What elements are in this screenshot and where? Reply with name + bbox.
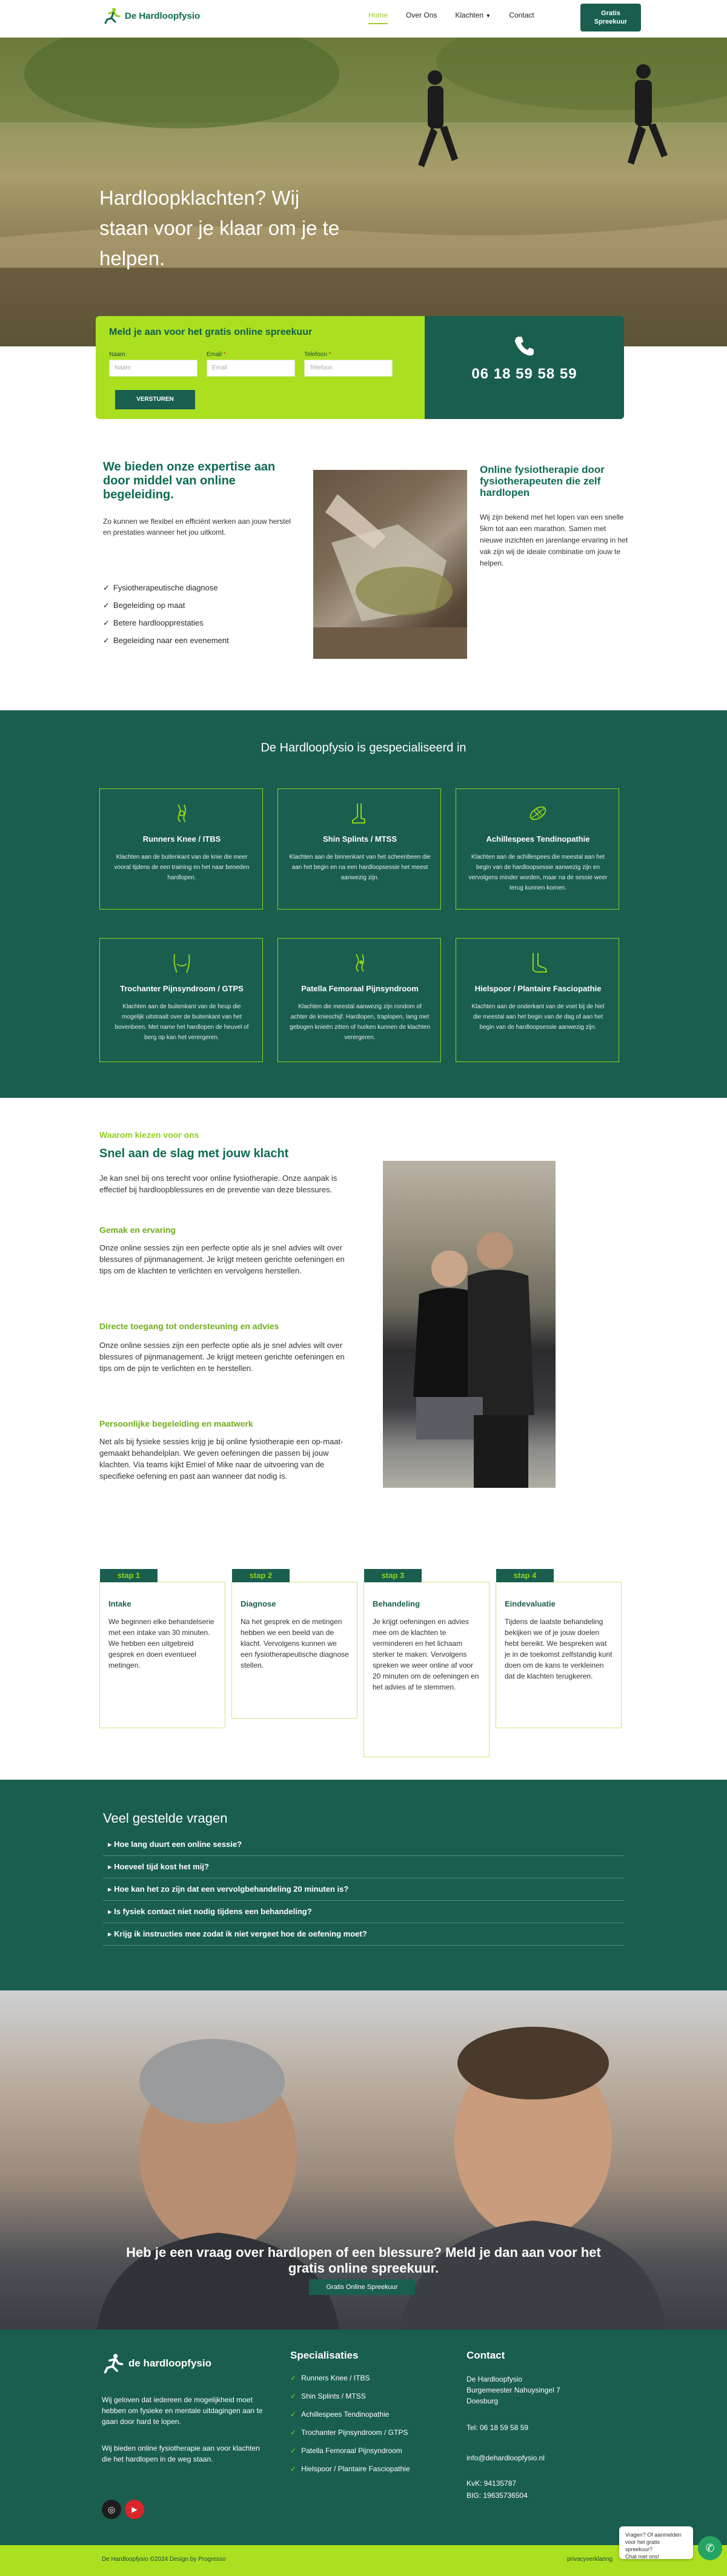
card-text: Klachten aan de buitenkant van de knie die meer vooral tijdens de een training en het naar beneden hardlopen. [114, 854, 250, 881]
therapists-photo [383, 1161, 556, 1488]
specialties-title: De Hardloopfysio is gespecialiseerd in [261, 741, 466, 755]
phone-input[interactable]: Telefoon [304, 360, 393, 377]
card-title: Achillespees Tendinopathie [486, 834, 590, 844]
specialty-card [277, 788, 441, 910]
leg-icon [349, 802, 371, 824]
why-heading: Directe toegang tot ondersteuning en advies [99, 1321, 279, 1331]
therapists-illustration [383, 1161, 556, 1488]
card-title: Shin Splints / MTSS [322, 834, 397, 844]
footer-logo[interactable] [102, 2353, 211, 2374]
card-text: Klachten aan de binnenkant van het scheenbeen die aan het begin en na een hardloopsessie het meest aanwezig zijn. [289, 854, 431, 881]
youtube-icon[interactable]: ▶ [125, 2500, 144, 2519]
email-label [207, 351, 226, 358]
faq-item[interactable] [103, 1901, 624, 1923]
step-card [99, 1571, 225, 1728]
therapists-portrait-photo [0, 1990, 727, 2330]
chat-line: Vragen? Of aanmelden [625, 2532, 682, 2538]
main-nav [368, 11, 534, 24]
footer-spec-list [290, 2369, 448, 2478]
footer-spec-item[interactable]: ✓ Trochanter Pijnsyndroom / GTPS [290, 2423, 448, 2442]
phone-number: 06 18 59 58 59 [471, 366, 577, 382]
required-mark: * [328, 351, 331, 358]
step-card [231, 1571, 357, 1719]
why-intro: Je kan snel bij ons terecht voor online fysiotherapie. Onze aanpak is effectief bij hardloopblessures en de preventie van deze blessures. [99, 1174, 337, 1194]
card-text: Klachten die meestal aanwezig zijn rondom of achter de knieschijf. Hardlopen, traplopen, lang met gebogen knieën zitten of hurken kunnen de klachten verergeren. [290, 1003, 430, 1041]
tendon-icon [527, 802, 549, 824]
step-text: Je krijgt oefeningen en advies mee om de klachten te verminderen en het lichaam sterker te maken. Vervolgens spreken we weer online af voor 20 minuten om de oefeningen en het advies af te stemmen. [373, 1617, 479, 1691]
footer-spec-item[interactable]: ✓ Achillespees Tendinopathie [290, 2405, 448, 2423]
list-item: ✓ Begeleiding op maat [103, 596, 303, 614]
card-text: Klachten aan de buitenkant van de heup die mogelijk uitstraalt over de buitenkant van het bovenbeen. Met name het hardlopen de heuvel of berg op kan het verergeren. [115, 1003, 249, 1041]
why-heading: Persoonlijke begeleiding en maatwerk [99, 1419, 253, 1428]
whatsapp-icon[interactable]: ✆ [698, 2536, 722, 2560]
card-text: Klachten aan de achillespees die meestal aan het begin van de hardloopsessie aanwezig zijn en vervolgens minder worden, maar na de sessie weer terug kunnen komen. [468, 854, 608, 891]
nav-over-ons[interactable]: Over Ons [406, 11, 437, 19]
name-label-text: Naam [109, 351, 125, 358]
faq-question: Hoe kan het zo zijn dat een vervolgbehandeling 20 minuten is? [114, 1884, 349, 1894]
step-text: Na het gesprek en de metingen hebben we een beeld van de klacht. Vervolgens kunnen we een fysiotherapeutische diagnose stellen. [241, 1617, 349, 1669]
chat-line: Chat met ons! [625, 2554, 660, 2560]
card-title: Patella Femoraal Pijnsyndroom [301, 984, 419, 993]
faq-question: Krijg ik instructies mee zodat ik niet vergeet hoe de oefening moet? [114, 1929, 367, 1938]
footer-city: Doesburg [466, 2397, 499, 2405]
logo[interactable] [103, 7, 200, 24]
footer-kvk: KvK: 94135787 [466, 2479, 517, 2488]
site-header [0, 0, 727, 38]
runner-logo-icon [103, 7, 121, 24]
instagram-icon[interactable]: ◎ [102, 2500, 121, 2519]
why-title: Snel aan de slag met jouw klacht [99, 1147, 289, 1160]
specialty-card [99, 938, 263, 1062]
specialty-card [99, 788, 263, 910]
name-label [109, 351, 125, 358]
chat-popup[interactable] [619, 2526, 693, 2559]
step-tab: stap 2 [232, 1569, 290, 1582]
footer-spec-item[interactable]: ✓ Runners Knee / ITBS [290, 2369, 448, 2387]
hero-title: Hardloopklachten? Wij staan voor je klaar om je te helpen. [99, 187, 340, 269]
nav-klachten[interactable] [455, 11, 491, 24]
hero-photo [0, 38, 727, 346]
faq-question: Hoe lang duurt een online sessie? [114, 1840, 242, 1849]
signup-form [96, 316, 425, 419]
online-physio-title: Online fysiotherapie door fysiotherapeuten die zelf hardlopen [480, 464, 605, 498]
faq-item[interactable] [103, 1834, 624, 1856]
shoe-lacing-photo [313, 470, 467, 659]
expertise-text: Zo kunnen we flexibel en efficiënt werken aan jouw herstel en prestaties wanneer het jou uitkomt. [103, 517, 291, 537]
list-item: ✓ Betere hardloopprestaties [103, 614, 303, 632]
faq-question: Hoeveel tijd kost het mij? [114, 1862, 209, 1871]
gratis-spreekuur-button[interactable] [580, 4, 641, 31]
footer-big: BIG: 19635736504 [466, 2491, 528, 2500]
online-physio-text: Wij zijn bekend met het lopen van een snelle 5km tot aan een marathon. Samen met nieuwe inzichten en jarenlange ervaring in het vak zijn wij de ideale combinatie om jouw te helpen. [480, 513, 628, 567]
footer-spec-item[interactable]: ✓ Shin Splints / MTSS [290, 2387, 448, 2405]
step-card [364, 1571, 490, 1757]
card-text: Klachten aan de onderkant van de voet bij de hiel die meestal aan het begin van de dag of aan het begin van de hardloopsessie aanwezig zijn. [471, 1003, 605, 1031]
footer-about: Wij geloven dat iedereen de mogelijkheid moet hebben om fysieke en mentale uitdagingen aan te gaan door hard te lopen. [102, 2396, 263, 2426]
step-tab: stap 3 [364, 1569, 422, 1582]
nav-klachten-label: Klachten [455, 11, 484, 19]
portrait-illustration [0, 1990, 727, 2330]
specialty-card [456, 788, 619, 910]
footer-company: De Hardloopfysio [466, 2375, 523, 2383]
cta-line-2: Spreekuur [594, 18, 628, 25]
faq-item[interactable] [103, 1856, 624, 1878]
caret-down-icon: ▼ [485, 13, 491, 19]
caret-right-icon: ▸ [108, 1840, 115, 1849]
card-title: Hielspoor / Plantaire Fasciopathie [474, 984, 602, 993]
logo-text: De Hardloopfysio [125, 10, 201, 21]
expertise-list [103, 579, 303, 649]
caret-right-icon: ▸ [108, 1907, 115, 1916]
form-title: Meld je aan voor het gratis online spreekuur [109, 327, 313, 337]
caret-right-icon: ▸ [108, 1884, 115, 1894]
patella-icon [349, 952, 371, 974]
list-item: ✓ Begeleiding naar een evenement [103, 632, 303, 649]
step-title: Behandeling [373, 1599, 420, 1608]
expertise-title: We bieden onze expertise aan door middel van online begeleiding. [103, 460, 276, 501]
hip-icon [171, 952, 193, 974]
caret-right-icon: ▸ [108, 1929, 115, 1938]
caret-right-icon: ▸ [108, 1862, 115, 1871]
copyright: De Hardloopfysio ©2024 Design by Progresso [102, 2556, 226, 2563]
faq-item[interactable] [103, 1878, 624, 1901]
phone-panel[interactable] [425, 316, 624, 419]
step-tab: stap 1 [100, 1569, 158, 1582]
nav-contact[interactable]: Contact [509, 11, 534, 19]
why-text: Net als bij fysieke sessies krijg je bij online fysiotherapie een op-maat-gemaakt behandelplan. We geven oefeningen die passen bij jouw klachten. Via teams kijkt Emiel of Mike naar de uitvoering van de specifieke oefening en past aan wanneer dat nodig is. [99, 1437, 344, 1481]
specialty-card [277, 938, 441, 1062]
faq-question: Is fysiek contact niet nodig tijdens een behandeling? [114, 1907, 312, 1916]
footer-spec-heading: Specialisaties [290, 2350, 359, 2361]
footer-bottom-bar [0, 2545, 727, 2576]
phone-label-text: Telefoon [304, 351, 327, 358]
email-label-text: Email [207, 351, 222, 358]
nav-home[interactable]: Home [368, 11, 388, 24]
chat-line: voor het gratis spreekuur? [625, 2539, 660, 2552]
specialty-card [456, 938, 619, 1062]
card-title: Runners Knee / ITBS [142, 834, 221, 844]
step-title: Eindevaluatie [505, 1599, 556, 1608]
why-heading: Gemak en ervaring [99, 1225, 176, 1235]
why-text: Onze online sessies zijn een perfecte optie als je snel advies wilt over blessures of pijnmanagement. Je krijgt meteen gerichte oefeningen en tips om de klachten te verlichten en vervolgens herstellen. [99, 1243, 345, 1275]
name-input[interactable]: Naam [109, 360, 198, 377]
footer-contact-heading: Contact [466, 2350, 505, 2361]
step-tab: stap 4 [496, 1569, 554, 1582]
footer-street: Burgemeester Nahuysingel 7 [466, 2386, 560, 2394]
cta-line-1: Gratis [601, 10, 620, 17]
footer-about: Wij bieden online fysiotherapie aan voor klachten die het hardlopen in de weg staan. [102, 2444, 260, 2463]
step-text: Tijdens de laatste behandeling bekijken we of je jouw doelen hebt bereikt. We bespreken wat je in de toekomst zelfstandig kunt doen om de kans te verkleinen dat de klachten terugkeren. [505, 1617, 612, 1680]
gratis-online-spreekuur-button[interactable]: Gratis Online Spreekuur [309, 2279, 415, 2295]
shoe-illustration [313, 470, 467, 659]
privacy-link[interactable]: privacyverklaring [567, 2556, 613, 2563]
footer-spec-item[interactable]: ✓ Patella Femoraal Pijnsyndroom [290, 2442, 448, 2460]
phone-label [304, 351, 331, 358]
phone-icon [512, 334, 536, 358]
step-card [496, 1571, 622, 1728]
runner-logo-icon [102, 2353, 125, 2374]
footer-email[interactable]: info@dehardloopfysio.nl [466, 2454, 545, 2462]
card-title: Trochanter Pijnsyndroom / GTPS [120, 984, 244, 993]
footer-phone[interactable]: Tel: 06 18 59 58 59 [466, 2423, 529, 2432]
footer-spec-item[interactable]: ✓ Hielspoor / Plantaire Fasciopathie [290, 2460, 448, 2478]
faq-item[interactable] [103, 1923, 624, 1946]
step-title: Intake [108, 1599, 131, 1608]
why-eyebrow: Waarom kiezen voor ons [99, 1130, 199, 1140]
email-input[interactable]: Email [207, 360, 295, 377]
list-item: ✓ Fysiotherapeutische diagnose [103, 579, 303, 596]
step-title: Diagnose [241, 1599, 276, 1608]
step-text: We beginnen elke behandelserie met een intake van 30 minuten. We hebben een uitgebreid gesprek en doen eventueel metingen. [108, 1617, 214, 1669]
cta-section-title: Heb je een vraag over hardlopen of een blessure? Meld je dan aan voor het gratis online spreekuur. [126, 2245, 601, 2276]
faq-title: Veel gestelde vragen [103, 1811, 228, 1826]
required-mark: * [223, 351, 226, 358]
knee-icon [171, 802, 193, 824]
foot-icon [527, 952, 549, 974]
why-text: Onze online sessies zijn een perfecte optie als je snel advies wilt over blessures of pijnmanagement. Je krijgt meteen gerichte oefeningen en tips om de pijn te verlichten en te herstellen. [99, 1341, 345, 1373]
submit-button[interactable]: VERSTUREN [115, 390, 195, 409]
footer-logo-text: de hardloopfysio [128, 2357, 211, 2369]
